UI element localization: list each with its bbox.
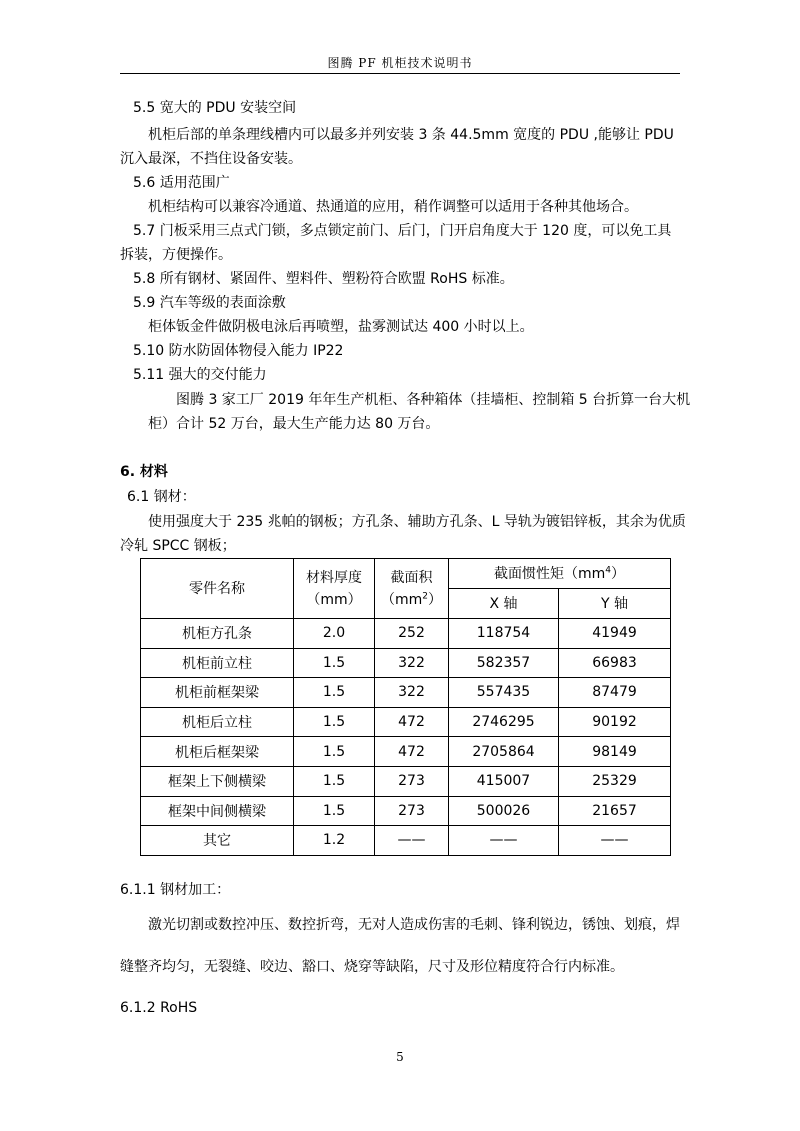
- cell-part-name: 框架上下侧横梁: [141, 766, 294, 796]
- cell-x-inertia: 118754: [449, 619, 559, 649]
- cell-y-inertia: 21657: [559, 796, 671, 826]
- cell-part-name: 机柜方孔条: [141, 619, 294, 649]
- cell-area: ——: [375, 826, 449, 856]
- cell-area: 273: [375, 766, 449, 796]
- cell-y-inertia: 41949: [559, 619, 671, 649]
- cell-thickness: 1.2: [294, 826, 375, 856]
- cell-part-name: 机柜后立柱: [141, 707, 294, 737]
- cell-thickness: 1.5: [294, 678, 375, 708]
- cell-x-inertia: 582357: [449, 648, 559, 678]
- cell-thickness: 1.5: [294, 648, 375, 678]
- cell-x-inertia: 2746295: [449, 707, 559, 737]
- cell-y-inertia: 66983: [559, 648, 671, 678]
- section-6-1-1-text-1: 激光切割或数控冲压、数控折弯，无对人造成伤害的毛刺、锋利锐边，锈蚀、划痕，焊: [148, 917, 680, 933]
- header-part-name: 零件名称: [141, 559, 294, 619]
- steel-parts-table: [140, 558, 671, 856]
- header-area-unit: $(mm^2)$: [380, 590, 442, 608]
- cell-x-inertia: 415007: [449, 766, 559, 796]
- cell-area: 322: [375, 678, 449, 708]
- section-5-10-text-1: 5.10 防水防固体物侵入能力 IP22: [133, 343, 344, 359]
- cell-part-name: 其它: [141, 826, 294, 856]
- table-row: [141, 796, 671, 826]
- header-inertia: 截面惯性矩$(mm^4)$: [449, 559, 671, 589]
- section-5-6-heading: 5.6 适用范围广: [133, 175, 230, 191]
- cell-x-inertia: 2705864: [449, 737, 559, 767]
- page-header: 图腾 PF 机柜技术说明书: [327, 56, 473, 70]
- table-header-row: [141, 559, 671, 589]
- section-5-9-heading: 5.9 汽车等级的表面涂敷: [133, 295, 286, 311]
- cell-y-inertia: 90192: [559, 707, 671, 737]
- section-5-11-text-2: 柜）合计 52 万台，最大生产能力达 80 万台。: [148, 416, 440, 432]
- section-5-5-heading: 5.5 宽大的 PDU 安装空间: [133, 100, 297, 116]
- table-row: [141, 766, 671, 796]
- section-5-11-text-1: 图腾 3 家工厂 2019 年年生产机柜、各种箱体（挂墙柜、控制箱 5 台折算一台大机: [176, 392, 691, 408]
- section-5-9-text-1: 柜体钣金件做阴极电泳后再喷塑，盐雾测试达 400 小时以上。: [148, 319, 534, 335]
- section-6-1-2-heading: 6.1.2 RoHS: [120, 1000, 198, 1016]
- table-row: [141, 648, 671, 678]
- section-6-1-heading: 6.1 钢材：: [127, 489, 196, 505]
- cell-area: 472: [375, 707, 449, 737]
- header-x-axis: X 轴: [449, 589, 559, 619]
- section-6-1-1-text-2: 缝整齐均匀，无裂缝、咬边、豁口、烧穿等缺陷，尺寸及形位精度符合行内标准。: [120, 959, 624, 975]
- section-5-8-text-1: 5.8 所有钢材、紧固件、塑料件、塑粉符合欧盟 RoHS 标准。: [133, 271, 514, 287]
- section-5-5-text-1: 机柜后部的单条理线槽内可以最多并列安装 3 条 44.5mm 宽度的 PDU ,能够让 PDU: [148, 127, 674, 143]
- cell-x-inertia: 500026: [449, 796, 559, 826]
- cell-thickness: 1.5: [294, 737, 375, 767]
- cell-y-inertia: 25329: [559, 766, 671, 796]
- section-6-1-1-heading: 6.1.1 钢材加工：: [120, 882, 231, 898]
- cell-x-inertia: 557435: [449, 678, 559, 708]
- section-5-5-text-2: 沉入最深，不挡住设备安装。: [120, 151, 302, 167]
- section-5-6-text-1: 机柜结构可以兼容冷通道、热通道的应用，稍作调整可以适用于各种其他场合。: [148, 199, 638, 215]
- header-rule: [120, 73, 680, 74]
- section-5-7-text-2: 拆装，方便操作。: [120, 247, 232, 263]
- cell-thickness: 1.5: [294, 796, 375, 826]
- section-6-heading: 6. 材料: [120, 464, 168, 480]
- section-6-1-text-1: 使用强度大于 235 兆帕的钢板；方孔条、辅助方孔条、L 导轨为镀铝锌板，其余为优质: [148, 514, 686, 530]
- cell-part-name: 机柜前框架梁: [141, 678, 294, 708]
- header-area: [375, 559, 449, 619]
- header-thickness: [294, 559, 375, 619]
- cell-area: 472: [375, 737, 449, 767]
- cell-thickness: 1.5: [294, 766, 375, 796]
- cell-part-name: 机柜前立柱: [141, 648, 294, 678]
- section-5-11-heading: 5.11 强大的交付能力: [133, 367, 267, 383]
- table-row: [141, 826, 671, 856]
- cell-area: 322: [375, 648, 449, 678]
- cell-y-inertia: ——: [559, 826, 671, 856]
- header-thickness-label: 材料厚度: [306, 569, 362, 586]
- section-6-1-text-2: 冷轧 SPCC 钢板；: [120, 538, 236, 554]
- header-thickness-unit: （mm）: [306, 591, 362, 608]
- cell-thickness: 1.5: [294, 707, 375, 737]
- cell-y-inertia: 98149: [559, 737, 671, 767]
- cell-part-name: 框架中间侧横梁: [141, 796, 294, 826]
- page-number: 5: [396, 1050, 404, 1064]
- header-area-label: 截面积: [390, 569, 433, 586]
- table-row: [141, 737, 671, 767]
- table-row: [141, 678, 671, 708]
- cell-thickness: 2.0: [294, 619, 375, 649]
- cell-area: 252: [375, 619, 449, 649]
- cell-x-inertia: ——: [449, 826, 559, 856]
- cell-part-name: 机柜后框架梁: [141, 737, 294, 767]
- table-row: [141, 707, 671, 737]
- header-y-axis: Y 轴: [559, 589, 671, 619]
- cell-y-inertia: 87479: [559, 678, 671, 708]
- table-row: [141, 619, 671, 649]
- cell-area: 273: [375, 796, 449, 826]
- section-5-7-text-1: 5.7 门板采用三点式门锁，多点锁定前门、后门，门开启角度大于 120 度，可以免工具: [133, 223, 672, 239]
